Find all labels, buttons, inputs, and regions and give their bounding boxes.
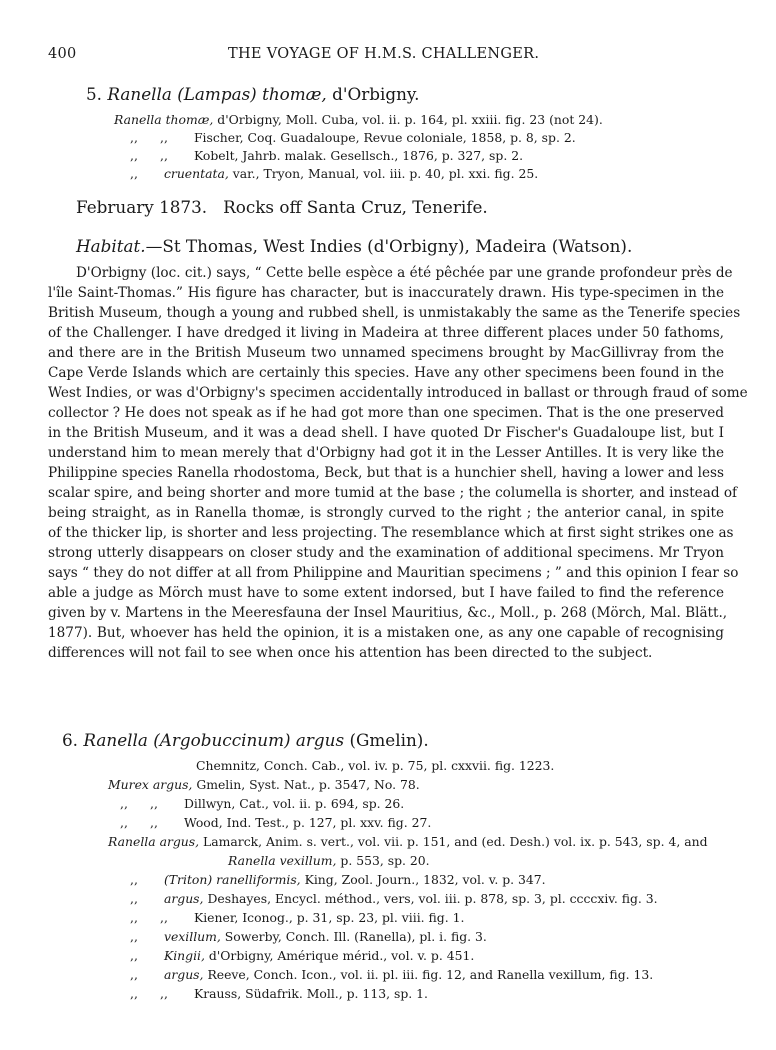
- synonymy-entry: [130, 891, 658, 906]
- station-line: February 1873. Rocks off Santa Cruz, Tenerife.: [76, 197, 488, 217]
- body-line: 1877). But, whoever has held the opinion, it is a mistaken one, as any one capable of recognising: [48, 625, 724, 641]
- reference-text: King, Zool. Journ., 1832, vol. v. p. 347.: [304, 872, 546, 887]
- taxon-name: argus,: [163, 891, 204, 906]
- reference-text: Reeve, Conch. Icon., vol. ii. pl. iii. fig. 12, and Ranella vexillum, fig. 13.: [207, 967, 654, 982]
- body-line: l'île Saint-Thomas.” His figure has character, but is inaccurately drawn. His type-specimen in the: [48, 285, 724, 301]
- ditto-mark: ,,: [160, 148, 168, 163]
- ditto-mark: ,,: [120, 796, 128, 811]
- body-line: given by v. Martens in the Meeresfauna der Insel Mauritius, &c., Moll., p. 268 (Mörch, Mal. Blätt.,: [48, 605, 728, 621]
- synonymy-entry: [130, 929, 487, 944]
- synonymy-entry: [196, 758, 554, 773]
- synonymy-entry: [108, 777, 420, 792]
- ditto-mark: ,,: [160, 986, 168, 1001]
- ditto-mark: ,,: [160, 130, 168, 145]
- ditto-mark: ,,: [130, 967, 138, 982]
- species-author: d'Orbigny.: [332, 84, 420, 104]
- ditto-mark: ,,: [150, 815, 158, 830]
- synonymy-entry: [130, 872, 546, 887]
- body-line: able a judge as Mörch must have to some extent indorsed, but I have failed to find the reference: [48, 585, 724, 601]
- body-line: and there are in the British Museum two unnamed specimens brought by MacGillivray from the: [48, 345, 724, 361]
- synonymy-entry: [130, 948, 474, 963]
- reference-text: Wood, Ind. Test., p. 127, pl. xxv. fig. 27.: [183, 815, 432, 830]
- body-line: Philippine species Ranella rhodostoma, Beck, but that is a hunchier shell, having a lower and less: [48, 465, 724, 481]
- taxon-name: (Triton) ranelliformis,: [163, 872, 301, 887]
- ditto-mark: ,,: [130, 948, 138, 963]
- synonymy-entry: [120, 815, 431, 830]
- taxon-name: Ranella argus,: [108, 834, 200, 849]
- synonymy-entry: [130, 910, 464, 925]
- synonymy-entry: [114, 112, 603, 127]
- species-author: (Gmelin).: [349, 730, 429, 750]
- taxon-name: Ranella thomæ,: [114, 112, 214, 127]
- body-line: collector ? He does not speak as if he had got more than one specimen. That is the one preserved: [48, 405, 724, 421]
- ditto-mark: ,,: [130, 891, 138, 906]
- reference-text: Fischer, Coq. Guadaloupe, Revue coloniale, 1858, p. 8, sp. 2.: [193, 130, 576, 145]
- page-number: 400: [48, 46, 77, 62]
- habitat-line: [76, 236, 632, 256]
- taxon-name: Kingii,: [163, 948, 205, 963]
- habitat-label: Habitat.: [76, 236, 146, 256]
- species-epithet: argus: [295, 730, 345, 750]
- reference-text: Dillwyn, Cat., vol. ii. p. 694, sp. 26.: [183, 796, 405, 811]
- ditto-mark: ,,: [130, 929, 138, 944]
- synonymy-entry: [130, 967, 653, 982]
- reference-text: Krauss, Südafrik. Moll., p. 113, sp. 1.: [193, 986, 428, 1001]
- genus: Ranella: [107, 84, 172, 104]
- reference-text: Kobelt, Jahrb. malak. Gesellsch., 1876, p. 327, sp. 2.: [193, 148, 524, 163]
- habitat-text: —St Thomas, West Indies (d'Orbigny), Madeira (Watson).: [145, 236, 633, 256]
- body-line: differences will not fail to see when once his attention has been directed to the subject.: [48, 645, 653, 661]
- body-line: Cape Verde Islands which are certainly this species. Have any other specimens been found in the: [48, 365, 724, 381]
- running-title: THE VOYAGE OF H.M.S. CHALLENGER.: [228, 46, 540, 62]
- synonymy-entry: [108, 834, 708, 849]
- genus: Ranella: [83, 730, 148, 750]
- synonymy-entry: [228, 853, 430, 868]
- species-epithet: thomæ,: [262, 84, 327, 104]
- body-line: scalar spire, and being shorter and more tumid at the base ; the columella is shorter, and instead of: [48, 485, 738, 501]
- taxon-name: argus,: [163, 967, 204, 982]
- reference-text: Gmelin, Syst. Nat., p. 3547, No. 78.: [196, 777, 420, 792]
- reference-text: Deshayes, Encycl. méthod., vers, vol. iii. p. 878, sp. 3, pl. ccccxiv. fig. 3.: [207, 891, 658, 906]
- reference-text: d'Orbigny, Amérique mérid., vol. v. p. 451.: [208, 948, 475, 963]
- ditto-mark: ,,: [160, 910, 168, 925]
- body-line: of the Challenger. I have dredged it living in Madeira at three different places under 50 fathoms,: [48, 325, 724, 341]
- species-number: 6.: [62, 730, 79, 750]
- subgenus: (Argobuccinum): [153, 730, 291, 750]
- reference-text: var., Tryon, Manual, vol. iii. p. 40, pl. xxi. fig. 25.: [232, 166, 539, 181]
- taxon-name: Ranella vexillum,: [228, 853, 337, 868]
- reference-text: p. 553, sp. 20.: [340, 853, 430, 868]
- ditto-mark: ,,: [130, 148, 138, 163]
- synonymy-entry: [130, 130, 576, 145]
- reference-text: Kiener, Iconog., p. 31, sp. 23, pl. viii. fig. 1.: [193, 910, 465, 925]
- body-line: West Indies, or was d'Orbigny's specimen accidentally introduced in ballast or through fraud of some: [48, 385, 748, 401]
- taxon-name: cruentata,: [163, 166, 229, 181]
- ditto-mark: ,,: [130, 166, 138, 181]
- ditto-mark: ,,: [150, 796, 158, 811]
- ditto-mark: ,,: [130, 130, 138, 145]
- reference-text: Sowerby, Conch. Ill. (Ranella), pl. i. fig. 3.: [224, 929, 487, 944]
- ditto-mark: ,,: [120, 815, 128, 830]
- reference-text: Chemnitz, Conch. Cab., vol. iv. p. 75, pl. cxxvii. fig. 1223.: [196, 758, 555, 773]
- taxon-name: Murex argus,: [108, 777, 193, 792]
- species-5-heading: [86, 84, 420, 104]
- ditto-mark: ,,: [130, 910, 138, 925]
- reference-text: Lamarck, Anim. s. vert., vol. vii. p. 151, and (ed. Desh.) vol. ix. p. 543, sp. 4, and: [203, 834, 708, 849]
- synonymy-entry: [130, 166, 538, 181]
- body-line: understand him to mean merely that d'Orbigny had got it in the Lesser Antilles. It is very like the: [48, 445, 724, 461]
- species-number: 5.: [86, 84, 103, 104]
- body-line: D'Orbigny (loc. cit.) says, “ Cette belle espèce a été pêchée par une grande profondeur près de: [76, 265, 733, 281]
- taxon-name: vexillum,: [163, 929, 221, 944]
- body-line: of the thicker lip, is shorter and less projecting. The resemblance which at first sight strikes one as: [48, 525, 734, 541]
- body-line: in the British Museum, and it was a dead shell. I have quoted Dr Fischer's Guadaloupe list, but I: [48, 425, 724, 441]
- ditto-mark: ,,: [130, 872, 138, 887]
- body-line: being straight, as in Ranella thomæ, is strongly curved to the right ; the anterior canal, in spite: [48, 505, 724, 521]
- synonymy-entry: [120, 796, 404, 811]
- reference-text: d'Orbigny, Moll. Cuba, vol. ii. p. 164, pl. xxiii. fig. 23 (not 24).: [217, 112, 603, 127]
- body-line: strong utterly disappears on closer study and the examination of additional specimens. Mr Tryon: [48, 545, 724, 561]
- ditto-mark: ,,: [130, 986, 138, 1001]
- body-line: says “ they do not differ at all from Philippine and Mauritian specimens ; ” and this opinion I fear so: [48, 565, 739, 581]
- synonymy-entry: [130, 148, 523, 163]
- synonymy-entry: [130, 986, 428, 1001]
- body-line: British Museum, though a young and rubbed shell, is unmistakably the same as the Tenerife species: [48, 305, 741, 321]
- species-6-heading: [62, 730, 429, 750]
- subgenus: (Lampas): [177, 84, 257, 104]
